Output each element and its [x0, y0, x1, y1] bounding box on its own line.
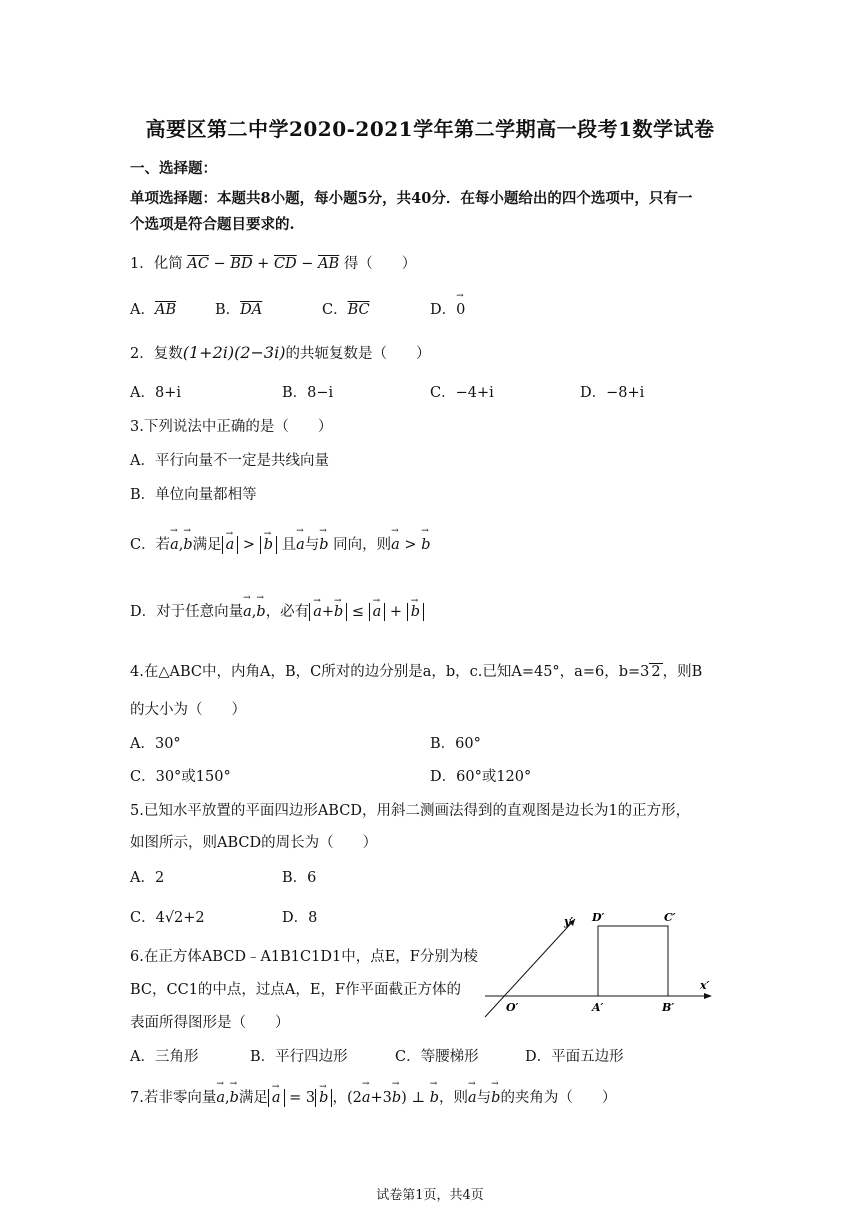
- q1-suffix: 得（ ）: [343, 256, 417, 272]
- q3-option-c: C．若→ a,→ b满足 → a > → b 且→ a与→ b 同向，则→ a > → b: [130, 533, 431, 554]
- q4-option-c: C．30°或150°: [130, 769, 231, 785]
- label-y-prime: y′: [564, 915, 574, 928]
- instructions-line2: 个选项是符合题目要求的.: [130, 216, 295, 233]
- q1-option-d: D．→ 0: [430, 298, 465, 319]
- q1-vec-ac: $\overline{AC}$: [187, 256, 209, 272]
- square-shape: [598, 926, 668, 996]
- question-6-line1: 6.在正方体ABCD﹣A1B1C1D1中，点E，F分别为棱: [130, 949, 478, 965]
- label-x-prime: x′: [700, 979, 710, 992]
- q4-option-a: A．30°: [130, 736, 181, 752]
- question-4-line2: 的大小为（ ）: [130, 702, 246, 718]
- page-footer: 试卷第1页，共4页: [376, 1188, 484, 1203]
- question-4-line1: 4.在△ABC中，内角A，B，C所对的边分别是a，b，c.已知A=45°，a=6，b=3 2 ，则B: [130, 664, 703, 680]
- label-c-prime: C′: [664, 911, 676, 924]
- question-6-line2: BC，CC1的中点，过点A，E，F作平面截正方体的: [130, 982, 462, 998]
- question-5-line2: 如图所示，则ABCD的周长为（ ）: [130, 835, 378, 851]
- question-6-line3: 表面所得图形是（ ）: [130, 1015, 290, 1031]
- q1-vec-ab: $\overline{AB}$: [318, 256, 340, 272]
- question-5-line1: 5.已知水平放置的平面四边形ABCD，用斜二测画法得到的直观图是边长为1的正方形，: [130, 803, 691, 819]
- q6-option-c: C．等腰梯形: [395, 1049, 479, 1065]
- q1-vec-cd: $\overline{CD}$: [273, 256, 297, 272]
- label-d-prime: D′: [592, 911, 605, 924]
- q1-option-c: C．$\overline{BC}$: [322, 302, 370, 318]
- q6-option-a: A．三角形: [130, 1049, 199, 1065]
- q2-prefix: 2．复数: [130, 346, 183, 362]
- q2-option-b: B．8−i: [282, 385, 334, 401]
- oblique-projection-figure: [480, 905, 730, 1025]
- q2-option-d: D．−8+i: [580, 385, 645, 401]
- q6-option-b: B．平行四边形: [250, 1049, 348, 1065]
- question-2: [130, 342, 430, 363]
- q4-option-b: B．60°: [430, 736, 481, 752]
- q3-option-a: A．平行向量不一定是共线向量: [130, 453, 329, 469]
- q3-option-b: B．单位向量都相等: [130, 487, 257, 503]
- q5-option-c: C．4√2+2: [130, 910, 205, 926]
- q2-suffix: 的共轭复数是（ ）: [285, 346, 431, 362]
- q1-prefix: 1．化简: [130, 256, 183, 272]
- q1-option-a: A．$\overline{AB}$: [130, 302, 177, 318]
- q2-option-a: A．8+i: [130, 385, 181, 401]
- q2-expression: (1+2i)(2−3i): [182, 343, 286, 362]
- label-a-prime: A′: [592, 1001, 604, 1014]
- q5-option-d: D．8: [282, 910, 318, 926]
- q5-option-b: B．6: [282, 870, 317, 886]
- q1-option-b: B．$\overline{DA}$: [215, 302, 263, 318]
- page-title: 高要区第二中学2020-2021学年第二学期高一段考1数学试卷: [145, 117, 715, 141]
- question-1: 1．化简 $\overline{AC} - \overline{BD} + \overline{CD} - \overline{AB}$ 得（ ）: [130, 256, 417, 272]
- instructions-line1: 单项选择题：本题共8小题，每小题5分，共40分．在每小题给出的四个选项中，只有一: [130, 190, 693, 207]
- section-heading: 一、选择题：: [130, 160, 217, 177]
- q6-option-d: D．平面五边形: [525, 1049, 624, 1065]
- label-b-prime: B′: [662, 1001, 675, 1014]
- question-7: 7.若非零向量→ a,→ b满足 → a = 3 → b ，(2→ a+3→ b) ⊥ → b，则→ a与→ b的夹角为（ ）: [130, 1086, 616, 1107]
- q5-option-a: A．2: [130, 870, 165, 886]
- x-axis-arrow: [704, 993, 712, 999]
- y-axis-line: [485, 919, 575, 1017]
- q2-option-c: C．−4+i: [430, 385, 494, 401]
- q4-option-d: D．60°或120°: [430, 769, 532, 785]
- label-o-prime: O′: [506, 1001, 519, 1014]
- question-3-stem: 3.下列说法中正确的是（ ）: [130, 419, 333, 435]
- q3-option-d: D．对于任意向量→ a,→ b，必有 → a+→ b ≤ → a + → b: [130, 600, 424, 621]
- q1-vec-bd: $\overline{BD}$: [230, 256, 253, 272]
